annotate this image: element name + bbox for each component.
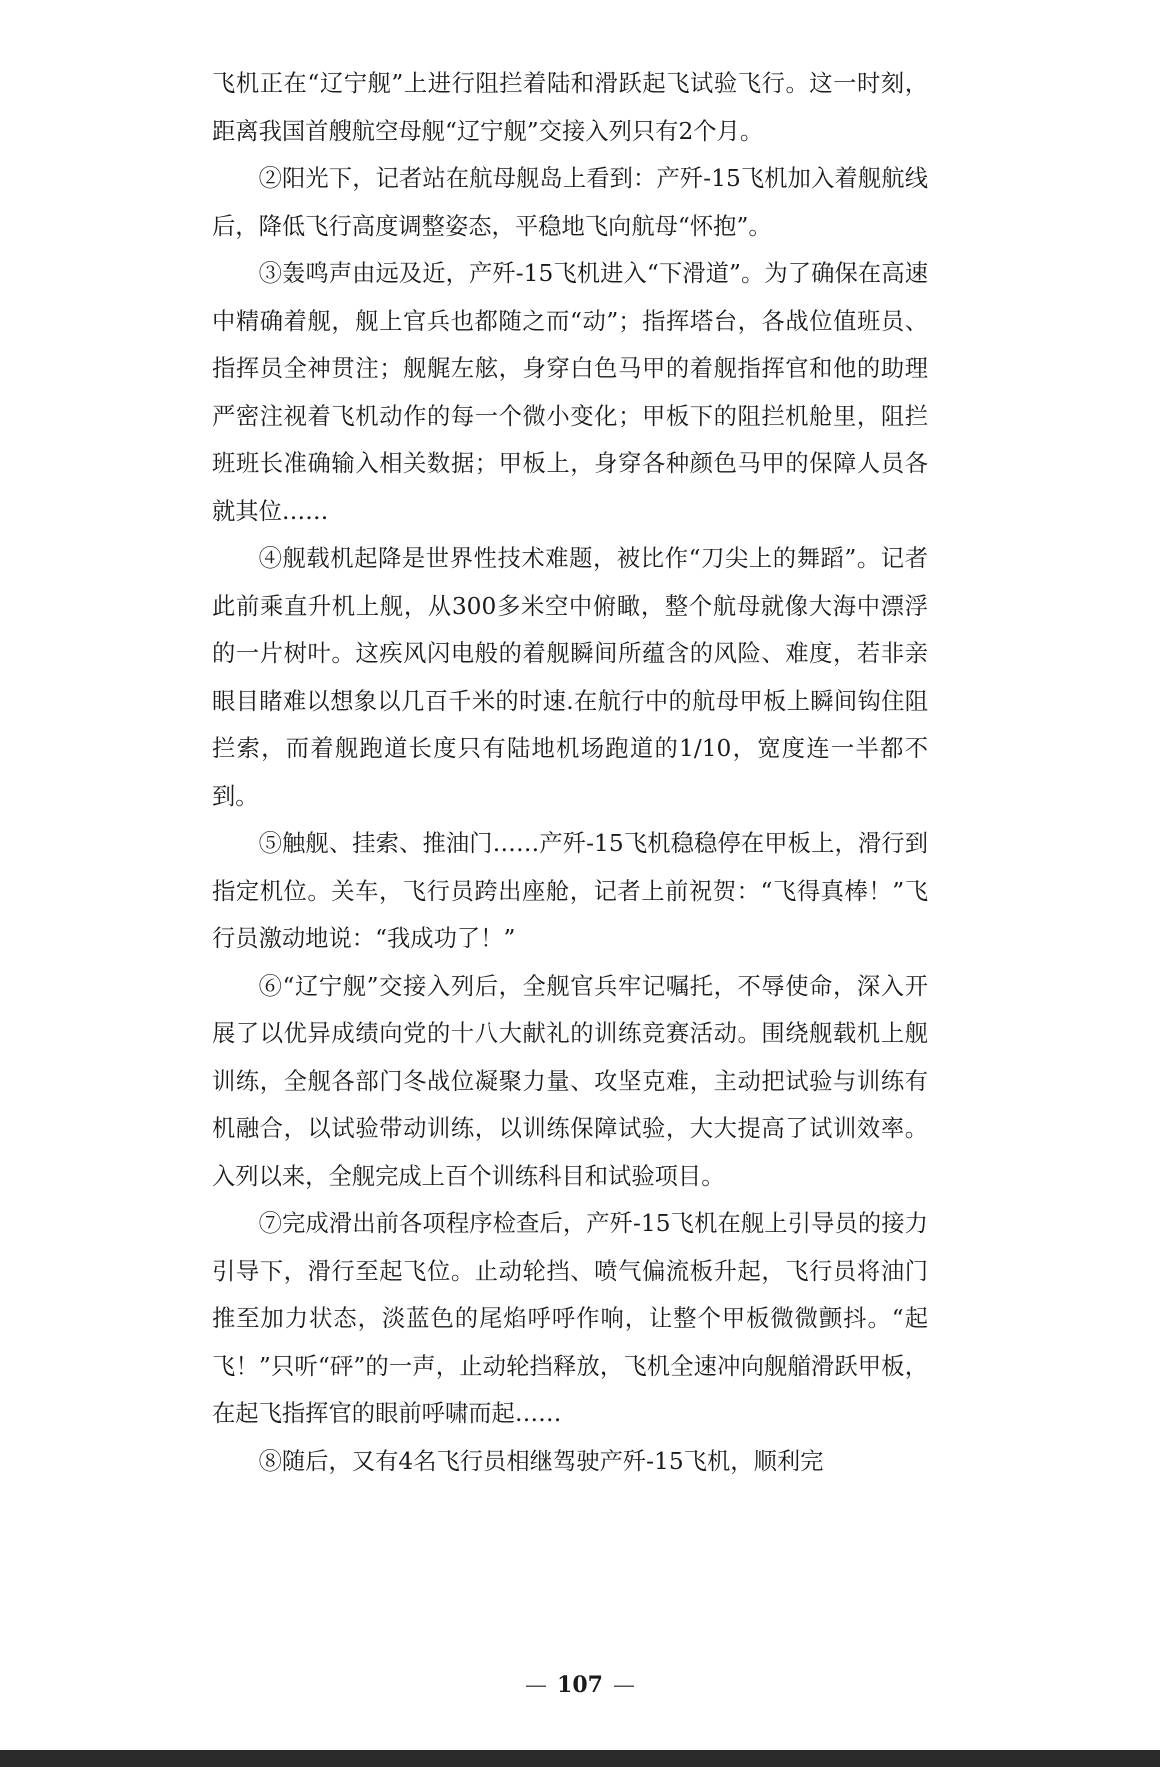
- page-number-value: 107: [557, 1672, 603, 1698]
- page-number-dash-right: —: [612, 1673, 635, 1698]
- bottom-edge-bar: [0, 1750, 1160, 1767]
- paragraph-7: ⑦完成滑出前各项程序检查后，产歼-15飞机在舰上引导员的接力引导下，滑行至起飞位。止动轮挡、喷气偏流板升起，飞行员将油门推至加力状态，淡蓝色的尾焰呼呼作响，让整个甲板微微颤抖。“起飞！”只听“砰”的一声，止动轮挡释放，飞机全速冲向舰艏滑跃甲板，在起飞指挥官的眼前呼啸而起……: [212, 1210, 928, 1427]
- page-number-dash-left: —: [525, 1673, 548, 1698]
- paragraph-6: ⑥“辽宁舰”交接入列后，全舰官兵牢记嘱托，不辱使命，深入开展了以优异成绩向党的十八大献礼的训练竞赛活动。围绕舰载机上舰训练，全舰各部门冬战位凝聚力量、攻坚克难，主动把试验与训练有机融合，以试验带动训练，以训练保障试验，大大提高了试训效率。入列以来，全舰完成上百个训练科目和试验项目。: [212, 972, 928, 1190]
- page-number: [0, 1672, 1160, 1698]
- paragraph-3: ③轰鸣声由远及近，产歼-15飞机进入“下滑道”。为了确保在高速中精确着舰，舰上官兵也都随之而“动”；指挥塔台，各战位值班员、指挥员全神贯注；舰艉左舷，身穿白色马甲的着舰指挥官和他的助理严密注视着飞机动作的每一个微小变化；甲板下的阻拦机舱里，阻拦班班长准确输入相关数据；甲板上，身穿各种颜色马甲的保障人员各就其位……: [212, 260, 928, 525]
- paragraph-4: ④舰载机起降是世界性技术难题，被比作“刀尖上的舞蹈”。记者此前乘直升机上舰，从300多米空中俯瞰，整个航母就像大海中漂浮的一片树叶。这疾风闪电般的着舰瞬间所蕴含的风险、难度，若非亲眼目睹难以想象以几百千米的时速.在航行中的航母甲板上瞬间钩住阻拦索，而着舰跑道长度只有陆地机场跑道的1/10，宽度连一半都不到。: [212, 545, 928, 810]
- paragraph-2: ②阳光下，记者站在航母舰岛上看到：产歼-15飞机加入着舰航线后，降低飞行高度调整姿态，平稳地飞向航母“怀抱”。: [212, 165, 928, 240]
- paragraph-5: ⑤触舰、挂索、推油门……产歼-15飞机稳稳停在甲板上，滑行到指定机位。关车，飞行员跨出座舱，记者上前祝贺：“飞得真棒！”飞行员激动地说：“我成功了！”: [212, 830, 928, 952]
- paragraph-1-continued: 飞机正在“辽宁舰”上进行阻拦着陆和滑跃起飞试验飞行。这一时刻，距离我国首艘航空母舰“辽宁舰”交接入列只有2个月。: [212, 70, 928, 145]
- article-body: [212, 60, 928, 1485]
- paragraph-8: ⑧随后，又有4名飞行员相继驾驶产歼-15飞机，顺利完: [258, 1447, 824, 1475]
